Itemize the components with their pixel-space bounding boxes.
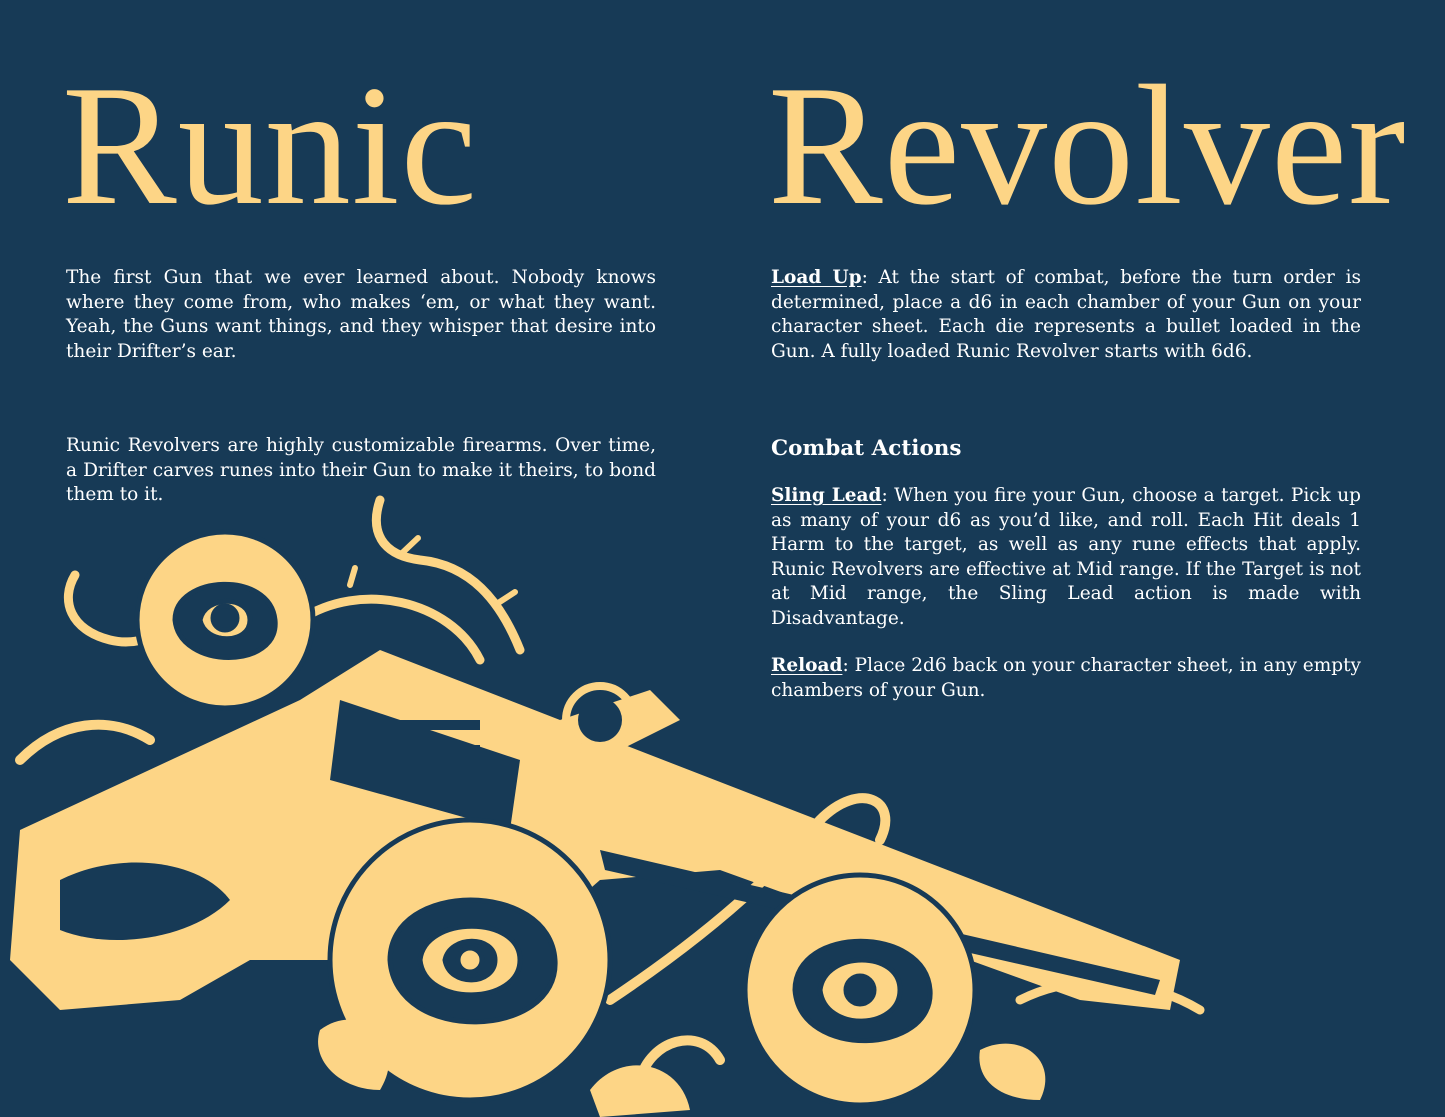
load-up-paragraph — [771, 266, 1361, 364]
title-revolver: Revolver — [768, 51, 1407, 241]
rose-top — [137, 532, 313, 708]
revolver-roses-illustration — [0, 490, 1260, 1117]
combat-actions-heading: Combat Actions — [771, 436, 962, 461]
rose-right — [745, 875, 975, 1105]
load-up-text: : At the start of combat, before the turn order is determined, place a d6 in each chamber of your Gun on your character sheet. Each die represents a bullet loaded in the Gun. A fully loaded Runic Revolver starts with 6d6. — [771, 267, 1361, 362]
load-up-term: Load Up — [771, 267, 862, 288]
intro-paragraph: The first Gun that we ever learned about. Nobody knows where they come from, who makes ‘em, or what they want. Yeah, the Guns want things, and they whisper that desire into their Drifter’s ear. — [66, 267, 656, 362]
customization-paragraph: Runic Revolvers are highly customizable firearms. Over time, a Drifter carves runes into their Gun to make it theirs, to bond them to it. — [66, 435, 656, 505]
reload-term: Reload — [771, 655, 843, 676]
title-runic: Runic — [62, 51, 478, 241]
sling-lead-term: Sling Lead — [771, 485, 882, 506]
sling-lead-text: : When you fire your Gun, choose a target. Pick up as many of your d6 as you’d like, and roll. Each Hit deals 1 Harm to the target, as well as any rune effects that apply. Runic Revolvers are effective at Mid range. If the Target is not at Mid range, the Sling Lead action is made with Disadvantage. — [771, 485, 1361, 629]
reload-text: : Place 2d6 back on your character sheet, in any empty chambers of your Gun. — [771, 655, 1361, 701]
